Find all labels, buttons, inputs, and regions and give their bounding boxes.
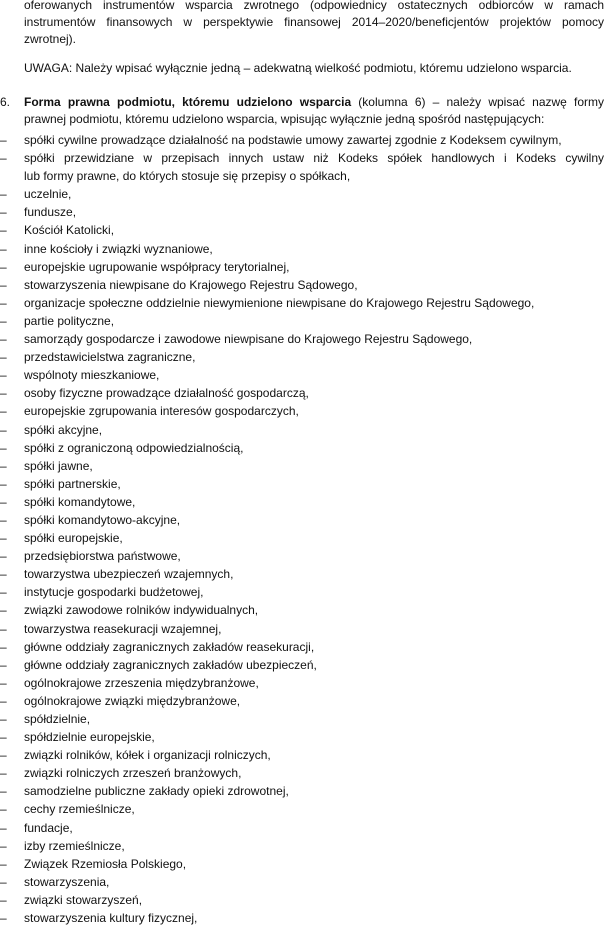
list-item: [0, 837, 608, 855]
list-item: [0, 583, 608, 601]
list-item-text: spółki komandytowo-akcyjne,: [24, 512, 181, 527]
dash-bullet: –: [0, 802, 7, 817]
list-item-text: Kościół Katolicki,: [24, 223, 115, 238]
dash-bullet: –: [0, 748, 7, 763]
list-item-text: europejskie ugrupowanie współpracy terytorialnej,: [24, 259, 290, 274]
list-item-text: spółki przewidziane w przepisach innych ustaw niż Kodeks spółek handlowych i Kodeks cywilny lub formy prawne, do których stosuje się przepisy o spółkach,: [24, 151, 604, 184]
dash-bullet: –: [0, 295, 7, 310]
list-item-text: wspólnoty mieszkaniowe,: [24, 368, 160, 383]
dash-bullet: –: [0, 241, 7, 256]
list-item: [0, 149, 608, 185]
list-item-text: związki zawodowe rolników indywidualnych,: [24, 603, 259, 618]
list-item-text: spółki jawne,: [24, 458, 93, 473]
list-item-text: towarzystwa ubezpieczeń wzajemnych,: [24, 567, 234, 582]
list-item: [0, 656, 608, 674]
list-item: [0, 638, 608, 656]
list-item: [0, 258, 608, 276]
legal-forms-list: [0, 131, 608, 927]
section-number: 6.: [0, 95, 11, 109]
list-item-text: ogólnokrajowe zrzeszenia międzybranżowe,: [24, 675, 259, 690]
dash-bullet: –: [0, 856, 7, 871]
section-6-paragraph: [24, 94, 604, 128]
section-6-title: Forma prawna podmiotu, któremu udzielono wsparcia: [24, 95, 352, 109]
list-item-text: spółki akcyjne,: [24, 422, 103, 437]
dash-bullet: –: [0, 693, 7, 708]
dash-bullet: –: [0, 458, 7, 473]
list-item: [0, 529, 608, 547]
dash-bullet: –: [0, 766, 7, 781]
list-item-text: spółdzielnie,: [24, 712, 91, 726]
dash-bullet: –: [0, 440, 7, 455]
list-item-text: izby rzemieślnicze,: [24, 838, 125, 853]
list-item-text: organizacje społeczne oddzielnie niewymienione niewpisane do Krajowego Rejestru Sądowego,: [24, 295, 535, 310]
list-item: [0, 221, 608, 239]
list-item: [0, 294, 608, 312]
dash-bullet: –: [0, 585, 7, 600]
list-item: [0, 728, 608, 746]
list-item-text: spółki partnerskie,: [24, 476, 121, 491]
dash-bullet: –: [0, 784, 7, 799]
list-item: [0, 764, 608, 782]
list-item-text: spółki cywilne prowadzące działalność na podstawie umowy zawartej zgodnie z Kodeksem cywilnym,: [24, 133, 562, 147]
list-item: [0, 312, 608, 330]
list-item-text: fundusze,: [24, 205, 77, 220]
section-6-line-2: prawnej podmiotu, któremu udzielono wsparcia, wpisując wyłącznie jedną spośród następujących:: [24, 112, 545, 127]
dash-bullet: –: [0, 404, 7, 419]
list-item-text: instytucje gospodarki budżetowej,: [24, 585, 204, 600]
dash-bullet: –: [0, 911, 7, 926]
dash-bullet: –: [0, 259, 7, 274]
dash-bullet: –: [0, 712, 7, 726]
dash-bullet: –: [0, 512, 7, 527]
list-item: [0, 547, 608, 565]
dash-bullet: –: [0, 657, 7, 672]
list-item: [0, 891, 608, 909]
list-item: [0, 439, 608, 457]
list-item: [0, 782, 608, 800]
dash-bullet: –: [0, 350, 7, 365]
list-item: [0, 601, 608, 619]
list-item: [0, 240, 608, 258]
list-item-text: cechy rzemieślnicze,: [24, 802, 135, 817]
list-item: [0, 674, 608, 692]
dash-bullet: –: [0, 133, 7, 147]
dash-bullet: –: [0, 892, 7, 907]
dash-bullet: –: [0, 368, 7, 383]
dash-bullet: –: [0, 223, 7, 238]
list-item: [0, 276, 608, 294]
list-item-text: związki rolników, kółek i organizacji rolniczych,: [24, 748, 271, 763]
dash-bullet: –: [0, 205, 7, 220]
list-item-text: osoby fizyczne prowadzące działalność gospodarczą,: [24, 386, 309, 401]
list-item: [0, 203, 608, 221]
dash-bullet: –: [0, 603, 7, 618]
dash-bullet: –: [0, 476, 7, 491]
intro-line: oferowanych instrumentów wsparcia zwrotnego (odpowiednicy ostatecznych odbiorców w ramach: [24, 0, 604, 12]
dash-bullet: –: [0, 332, 7, 347]
dash-bullet: –: [0, 277, 7, 292]
list-item: [0, 565, 608, 583]
list-item-text: uczelnie,: [24, 187, 72, 202]
list-item: [0, 131, 608, 149]
list-item-text: partie polityczne,: [24, 313, 115, 328]
dash-bullet: –: [0, 187, 7, 202]
dash-bullet: –: [0, 730, 7, 745]
list-item-text: fundacje,: [24, 820, 73, 835]
list-item: [0, 620, 608, 638]
list-item-text: związki rolniczych zrzeszeń branżowych,: [24, 766, 242, 781]
list-item-text: spółdzielnie europejskie,: [24, 730, 155, 745]
list-item: [0, 800, 608, 818]
list-item: [0, 366, 608, 384]
list-item-text: spółki europejskie,: [24, 531, 123, 546]
list-item-text: główne oddziały zagranicznych zakładów reasekuracji,: [24, 639, 315, 654]
list-item: [0, 402, 608, 420]
list-item: [0, 692, 608, 710]
list-item-text: stowarzyszenia kultury fizycznej,: [24, 911, 198, 926]
dash-bullet: –: [0, 386, 7, 401]
list-item-text: przedsiębiorstwa państwowe,: [24, 549, 181, 564]
list-item: [0, 330, 608, 348]
list-item-text: główne oddziały zagranicznych zakładów ubezpieczeń,: [24, 657, 317, 672]
list-item-text: europejskie zgrupowania interesów gospodarczych,: [24, 404, 299, 419]
list-item-text: towarzystwa reasekuracji wzajemnej,: [24, 621, 222, 636]
list-item-text: spółki z ograniczoną odpowiedzialnością,: [24, 440, 244, 455]
list-item: [0, 493, 608, 511]
list-item: [0, 421, 608, 439]
dash-bullet: –: [0, 639, 7, 654]
list-item: [0, 873, 608, 891]
list-item: [0, 909, 608, 927]
list-item: [0, 710, 608, 728]
list-item: [0, 457, 608, 475]
intro-line: instrumentów finansowych w perspektywie finansowej 2014–2020/beneficjentów projektów pomocy: [24, 15, 604, 30]
list-item-text: inne kościoły i związki wyznaniowe,: [24, 241, 213, 256]
list-item-text: ogólnokrajowe związki międzybranżowe,: [24, 693, 241, 708]
list-item-text: stowarzyszenia,: [24, 874, 110, 889]
list-item: [0, 819, 608, 837]
dash-bullet: –: [0, 549, 7, 564]
dash-bullet: –: [0, 621, 7, 636]
warning-note: UWAGA: Należy wpisać wyłącznie jedną – adekwatną wielkość podmiotu, któremu udzielono wsparcia.: [24, 61, 572, 75]
list-item: [0, 511, 608, 529]
list-item: [0, 475, 608, 493]
dash-bullet: –: [0, 820, 7, 835]
dash-bullet: –: [0, 874, 7, 889]
section-6-line-1-rest: (kolumna 6) – należy wpisać nazwę formy: [351, 95, 604, 109]
intro-paragraph: [24, 0, 604, 49]
list-item: [0, 348, 608, 366]
list-item: [0, 185, 608, 203]
dash-bullet: –: [0, 422, 7, 437]
list-item: [0, 855, 608, 873]
list-item-text: stowarzyszenia niewpisane do Krajowego Rejestru Sądowego,: [24, 277, 358, 292]
dash-bullet: –: [0, 313, 7, 328]
list-item-text: Związek Rzemiosła Polskiego,: [24, 856, 187, 871]
list-item-text: samodzielne publiczne zakłady opieki zdrowotnej,: [24, 784, 289, 799]
dash-bullet: –: [0, 675, 7, 690]
list-item: [0, 384, 608, 402]
dash-bullet: –: [0, 838, 7, 853]
list-item-text: przedstawicielstwa zagraniczne,: [24, 350, 196, 365]
section-6-line-1: [24, 94, 604, 111]
dash-bullet: –: [0, 531, 7, 546]
dash-bullet: –: [0, 151, 7, 166]
intro-line: zwrotnej).: [24, 32, 77, 47]
list-item-text: spółki komandytowe,: [24, 494, 136, 509]
list-item-text: samorządy gospodarcze i zawodowe niewpisane do Krajowego Rejestru Sądowego,: [24, 332, 473, 347]
list-item-text: związki stowarzyszeń,: [24, 892, 143, 907]
list-item: [0, 746, 608, 764]
dash-bullet: –: [0, 494, 7, 509]
dash-bullet: –: [0, 567, 7, 582]
